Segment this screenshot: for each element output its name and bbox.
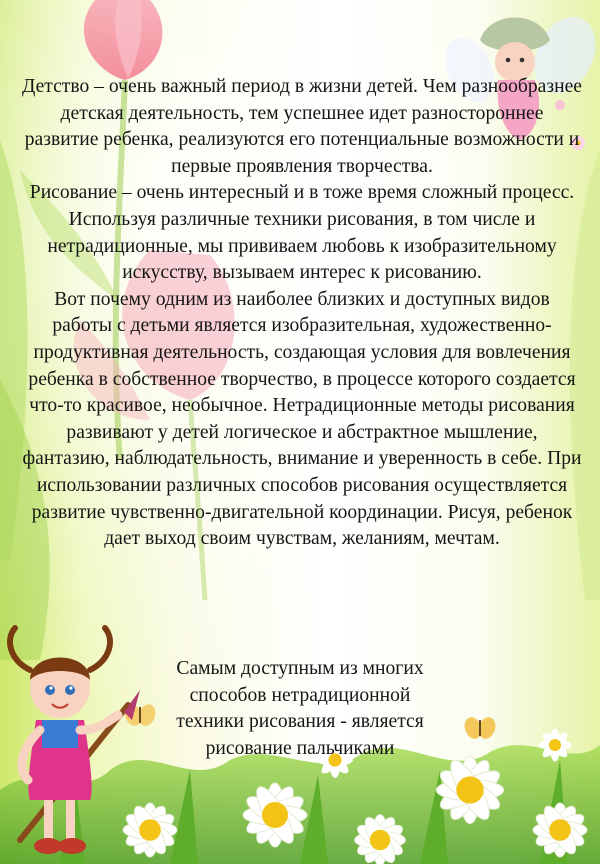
final-line: Самым доступным из многих <box>176 658 424 679</box>
final-line: способов нетрадиционной <box>189 684 411 706</box>
finger-painting-text <box>150 656 450 762</box>
paragraph-drawing: Рисование – очень интересный и в тоже время сложный процесс. Используя различные техники рисования, в том числе и нетрадиционные, мы прививаем любовь к изобразительному искусству, вызываем интерес к рисованию. <box>29 182 575 284</box>
main-text <box>22 74 582 553</box>
final-line: техники рисования - является <box>176 711 424 733</box>
final-line: рисование пальчиками <box>205 737 395 759</box>
paragraph-childhood: Детство – очень важный период в жизни детей. Чем разнообразнее детская деятельность, тем успешнее идет разностороннее развитие ребенка, реализуются его потенциальные возможности и первые проявления творчества. <box>22 76 582 177</box>
paragraph-art-activity: Вот почему одним из наиболее близких и доступных видов работы с детьми является изобразительная, художественно-продуктивная деятельность, создающая условия для вовлечения ребенка в собственное творчество, в процессе которого создается что-то красивое, необычное. Нетрадиционные методы рисования развивают у детей логическое и абстрактное мышление, фантазию, наблюдательность, внимание и уверенность в себе. При использовании различных способов рисования осуществляется развитие чувственно-двигательной координации. Рисуя, ребенок дает выход своим чувствам, желаниям, мечтам. <box>22 288 582 550</box>
